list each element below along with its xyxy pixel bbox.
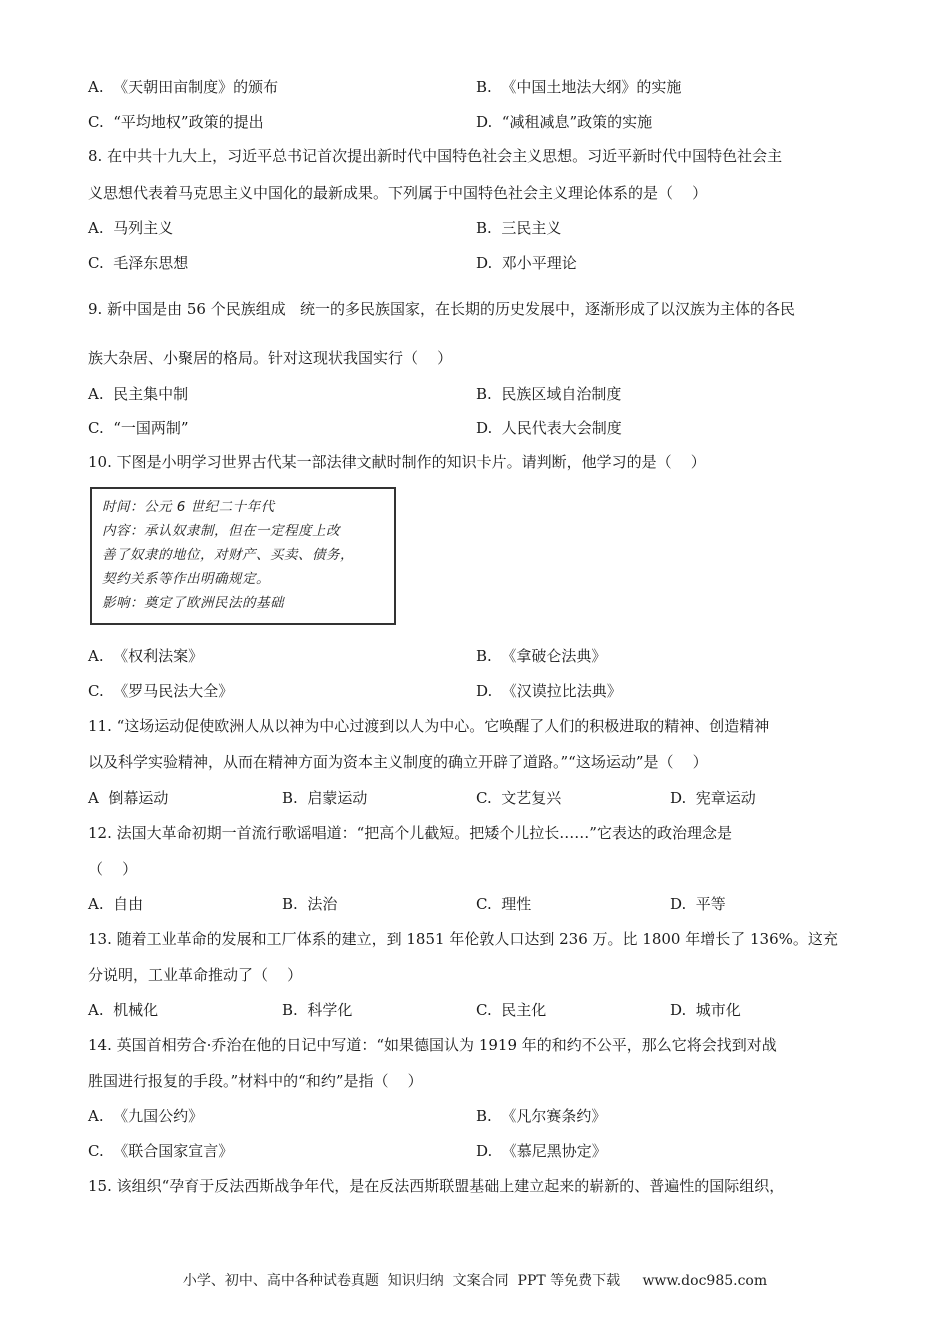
q14-option-b: B. 《凡尔赛条约》: [476, 1107, 607, 1125]
card-line-content-1: 内容：承认奴隶制，但在一定程度上改: [102, 523, 340, 539]
q10-option-d: D. 《汉谟拉比法典》: [476, 682, 622, 700]
q11-stem-line2: 以及科学实验精神，从而在精神方面为资本主义制度的确立开辟了道路。”“这场运动”是（ ）: [88, 753, 708, 771]
card-line-content-3: 契约关系等作出明确规定。: [102, 571, 270, 587]
q9-stem-line1: 9. 新中国是由 56 个民族组成 统一的多民族国家，在长期的历史发展中，逐渐形成了以汉族为主体的各民: [88, 300, 796, 318]
q8-option-a: A. 马列主义: [88, 219, 174, 237]
q12-option-b: B. 法治: [282, 895, 338, 913]
q8-stem-line1: 8. 在中共十九大上，习近平总书记首次提出新时代中国特色社会主义思想。习近平新时代中国特色社会主: [88, 147, 783, 165]
q9-option-a: A. 民主集中制: [88, 385, 189, 403]
q8-option-c: C. 毛泽东思想: [88, 254, 189, 272]
q7-option-d: D. “减租减息”政策的实施: [476, 113, 653, 131]
q8-stem-line2: 义思想代表着马克思主义中国化的最新成果。下列属于中国特色社会主义理论体系的是（ ）: [88, 184, 708, 202]
q11-option-d: D. 宪章运动: [670, 789, 756, 807]
card-line-time: 时间：公元 6 世纪二十年代: [102, 499, 275, 515]
q7-option-a: A. 《天朝田亩制度》的颁布: [88, 78, 279, 96]
q10-option-b: B. 《拿破仑法典》: [476, 647, 607, 665]
q13-option-c: C. 民主化: [476, 1001, 547, 1019]
q14-option-d: D. 《慕尼黑协定》: [476, 1142, 607, 1160]
q14-stem-line1: 14. 英国首相劳合·乔治在他的日记中写道：“如果德国认为 1919 年的和约不公平，那么它将会找到对战: [88, 1036, 777, 1054]
q11-option-c: C. 文艺复兴: [476, 789, 562, 807]
knowledge-card: [90, 487, 396, 625]
q10-option-c: C. 《罗马民法大全》: [88, 682, 234, 700]
q7-option-b: B. 《中国土地法大纲》的实施: [476, 78, 682, 96]
q13-stem-line1: 13. 随着工业革命的发展和工厂体系的建立，到 1851 年伦敦人口达到 236 万。比 1800 年增长了 136%。这充: [88, 930, 838, 948]
q11-stem-line1: 11. “这场运动促使欧洲人从以神为中心过渡到以人为中心。它唤醒了人们的积极进取的精神、创造精神: [88, 717, 770, 735]
q10-option-a: A. 《权利法案》: [88, 647, 204, 665]
q13-option-d: D. 城市化: [670, 1001, 741, 1019]
q7-option-c: C. “平均地权”政策的提出: [88, 113, 264, 131]
q14-option-c: C. 《联合国家宣言》: [88, 1142, 234, 1160]
q11-option-a: A 倒幕运动: [88, 789, 169, 807]
q8-option-b: B. 三民主义: [476, 219, 562, 237]
q12-option-a: A. 自由: [88, 895, 144, 913]
q9-option-c: C. “一国两制”: [88, 419, 189, 437]
q11-option-b: B. 启蒙运动: [282, 789, 368, 807]
q15-stem-line1: 15. 该组织“孕育于反法西斯战争年代，是在反法西斯联盟基础上建立起来的崭新的、普遍性的国际组织，: [88, 1177, 785, 1195]
q9-stem-line2: 族大杂居、小聚居的格局。针对这现状我国实行（ ）: [88, 349, 453, 367]
q9-option-b: B. 民族区域自治制度: [476, 385, 622, 403]
q13-stem-line2: 分说明，工业革命推动了（ ）: [88, 966, 303, 984]
q12-stem-line1: 12. 法国大革命初期一首流行歌谣唱道：“把高个儿截短。把矮个儿拉长……”它表达的政治理念是: [88, 824, 732, 842]
q10-stem-line1: 10. 下图是小明学习世界古代某一部法律文献时制作的知识卡片。请判断，他学习的是（ ）: [88, 453, 706, 471]
page-footer: 小学、初中、高中各种试卷真题 知识归纳 文案合同 PPT 等免费下载 www.doc985.com: [182, 1273, 768, 1289]
q14-stem-line2: 胜国进行报复的手段。”材料中的“和约”是指（ ）: [88, 1072, 423, 1090]
card-line-content-2: 善了奴隶的地位，对财产、买卖、债务，: [102, 547, 354, 563]
q9-option-d: D. 人民代表大会制度: [476, 419, 622, 437]
q13-option-b: B. 科学化: [282, 1001, 353, 1019]
q8-option-d: D. 邓小平理论: [476, 254, 577, 272]
q12-stem-line2: （ ）: [88, 860, 138, 878]
card-line-impact: 影响：奠定了欧洲民法的基础: [102, 595, 284, 611]
q13-option-a: A. 机械化: [88, 1001, 159, 1019]
q12-option-c: C. 理性: [476, 895, 532, 913]
q14-option-a: A. 《九国公约》: [88, 1107, 204, 1125]
q12-option-d: D. 平等: [670, 895, 726, 913]
